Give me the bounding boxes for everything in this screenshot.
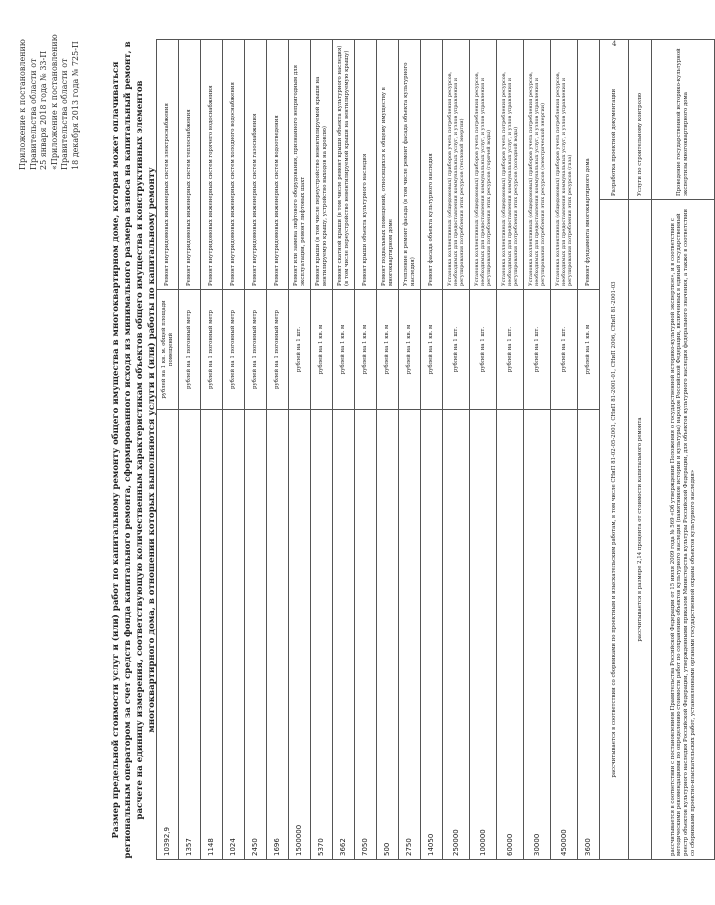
row-unit: рублей на 1 погонный метр — [245, 290, 267, 410]
table-row — [223, 39, 245, 859]
table-row — [377, 39, 399, 859]
row-unit: рублей на 1 шт. — [524, 290, 551, 410]
row-value: 1357 — [179, 410, 201, 860]
row-label: Ремонт фасада объекта культурного наследия — [421, 39, 443, 289]
row-value: 2450 — [245, 410, 267, 860]
row-unit: рублей на 1 шт. — [443, 290, 470, 410]
row-description: рассчитывается в соответствии с постановлением Правительства Российской Федерации от 15 июля 2009 года № 569 «Об утверждении Положения о государственной историко-культурной экспертизе», и в соответствии с методическими рекомендациями по определению стоимости работ по сохранению объектов культурного наследия (памятников истории и культуры) народов Российской Федерации, включенных в единый государственный реестр объектов культурного наследия Российской Федерации, утвержденными приказом Министерства культуры Российской Федерации, для объектов культурного наследия федерального значения, а также в соответствии со сборниками проектно-изыскательских работ, установленными органами государственной охраны объектов культурного наследия» — [652, 200, 715, 860]
row-unit: рублей на 1 кв. м. общей площади помещений — [157, 290, 179, 410]
row-value: 1024 — [223, 410, 245, 860]
row-value: 1696 — [267, 410, 289, 860]
row-value: 10392,9 — [157, 410, 179, 860]
row-unit: рублей на 1 шт. — [497, 290, 524, 410]
table-row — [179, 39, 201, 859]
table-row — [421, 39, 443, 859]
row-value: 1148 — [201, 410, 223, 860]
row-description: рассчитывается в размере 2,14 процента от стоимости капитального ремонта — [629, 200, 652, 860]
header-line: «Приложение к постановлению — [49, 34, 59, 170]
table-row — [524, 39, 551, 859]
row-label: Установка коллективных (общедомовых) приборов учета потребления ресурсов, необходимых для предоставления коммунальных услуг, и узлов управления и регулирования потребления этих ресурсов (электрической энергии) — [524, 39, 551, 289]
row-label: Ремонт скатной крыши (в том числе ремонт крыши объекта культурного наследия) (в том числе переустройство невентилируемой крыши на вентилируемую крышу) — [333, 39, 355, 289]
row-label: Ремонт внутридомовых инженерных систем электроснабжения — [157, 39, 179, 289]
row-unit: рублей на 1 кв. м — [578, 290, 600, 410]
row-label: Ремонт внутридомовых инженерных систем холодного водоснабжения — [223, 39, 245, 289]
row-label: Установка коллективных (общедомовых) приборов учета потребления ресурсов, необходимых для предоставления коммунальных услуг, и узлов управления и регулирования потребления этих ресурсов (горячей воды) — [470, 39, 497, 289]
row-label: Ремонт крыши объекта культурного наследия — [355, 39, 377, 289]
row-value: 7050 — [355, 410, 377, 860]
row-label: Услуги по строительному контролю — [629, 39, 652, 199]
row-label: Проведение государственной историко-культурной экспертизы многоквартирного дома — [652, 39, 715, 199]
row-label: Разработка проектной документации — [600, 39, 629, 199]
row-unit: рублей на 1 кв. м — [421, 290, 443, 410]
row-value: 2750 — [399, 410, 421, 860]
table-row — [355, 39, 377, 859]
row-unit: рублей на 1 погонный метр — [201, 290, 223, 410]
row-unit: рублей на 1 погонный метр — [267, 290, 289, 410]
row-unit: рублей на 1 шт. — [551, 290, 578, 410]
row-value: 30000 — [524, 410, 551, 860]
table-row-wide — [629, 39, 652, 859]
approval-header — [18, 20, 81, 170]
row-value: 14050 — [421, 410, 443, 860]
table-row — [497, 39, 524, 859]
table-row-wide — [600, 39, 629, 859]
row-label: Ремонт подвальных помещений, относящихся к общему имуществу в многоквартирном доме — [377, 39, 399, 289]
table-row — [443, 39, 470, 859]
row-unit: рублей на 1 кв. м — [311, 290, 333, 410]
cost-table — [156, 39, 715, 860]
row-label: Ремонт крыши (в том числе переустройство невентилируемой крыши на вентилируемую крышу, устройство выходов на кровлю) — [311, 39, 333, 289]
header-line: Правительства области от — [28, 58, 38, 170]
header-line: Правительства области от — [60, 58, 69, 170]
row-description: рассчитывается в соответствии со сборниками по проектным и изыскательским работам, в том числе СНиП 81-02-05-2001, СНиП 81-2001-01, СНиП 2006, СНиП 81-2001-03 — [600, 200, 629, 860]
row-label: Ремонт внутридомовых инженерных систем теплоснабжения — [179, 39, 201, 289]
row-unit: рублей на 1 кв. м — [377, 290, 399, 410]
row-value: 1500000 — [289, 410, 311, 860]
row-value: 5370 — [311, 410, 333, 860]
row-unit: рублей на 1 кв. м — [333, 290, 355, 410]
row-value: 100000 — [470, 410, 497, 860]
row-label: Ремонт внутридомовых инженерных систем водоотведения — [267, 39, 289, 289]
header-line: 18 декабря 2013 года № 725-П — [70, 41, 80, 170]
row-unit: рублей на 1 погонный метр — [223, 290, 245, 410]
row-label: Установка коллективных (общедомовых) приборов учета потребления ресурсов, необходимых для предоставления коммунальных услуг, и узлов управления и регулирования потребления этих ресурсов (холодной воды) — [497, 39, 524, 289]
row-label: Установка коллективных (общедомовых) приборов учета потребления ресурсов, необходимых для предоставления коммунальных услуг, и узлов управления и регулирования потребления этих ресурсов (газа) — [551, 39, 578, 289]
row-unit: рублей на 1 кв. м — [399, 290, 421, 410]
row-unit: рублей на 1 шт. — [470, 290, 497, 410]
table-row — [470, 39, 497, 859]
row-value: 250000 — [443, 410, 470, 860]
row-value: 500 — [377, 410, 399, 860]
table-row — [289, 39, 311, 859]
document-title: Размер предельной стоимости услуг и (или) работ по капитальному ремонту общего имущества в многоквартирном доме, которая может оплачиваться региональным оператором за счет средств фонда капитального ремонта, сформированного исходя из минимального размера взноса на капитальный ремонт, в расчете на единицу измерения, соответствующую количественным характеристикам объектов общего имущества и конструктивных элементов многоквартирного дома, в отношении которых выполняются услуги и (или) работы по капитальному ремонту — [111, 41, 157, 859]
table-row — [578, 39, 600, 859]
table-row — [551, 39, 578, 859]
table-row — [311, 39, 333, 859]
row-unit: рублей на 1 погонный метр — [179, 290, 201, 410]
table-row — [267, 39, 289, 859]
row-value: 3600 — [578, 410, 600, 860]
table-row — [245, 39, 267, 859]
table-row-wide — [652, 39, 715, 859]
table-row — [201, 39, 223, 859]
table-row — [157, 39, 179, 859]
row-label: Ремонт внутридомовых инженерных систем газоснабжения — [245, 39, 267, 289]
row-label: Ремонт фундамента многоквартирного дома — [578, 39, 600, 289]
row-label: Ремонт внутридомовых инженерных систем горячего водоснабжения — [201, 39, 223, 289]
table-row — [333, 39, 355, 859]
row-value: 60000 — [497, 410, 524, 860]
row-label: Установка коллективных (общедомовых) приборов учета потребления ресурсов, необходимых для предоставления коммунальных услуг, и узлов управления и регулирования потребления этих ресурсов (тепловой энергии) — [443, 39, 470, 289]
row-value: 450000 — [551, 410, 578, 860]
row-label: Утепление и ремонт фасада (в том числе ремонт фасада объекта культурного наследия) — [399, 39, 421, 289]
header-line: 25 января 2018 года № 33-П — [39, 50, 48, 170]
row-value: 3662 — [333, 410, 355, 860]
row-unit: рублей на 1 шт. — [289, 290, 311, 410]
table-row — [399, 39, 421, 859]
row-unit: рублей на 1 кв. м — [355, 290, 377, 410]
header-line: Приложение к постановлению — [18, 39, 27, 170]
page-number: 4 — [612, 40, 617, 48]
row-label: Ремонт или замена лифтового оборудования, признанного непригодным для эксплуатации, ремонт лифтовых шахт — [289, 39, 311, 289]
